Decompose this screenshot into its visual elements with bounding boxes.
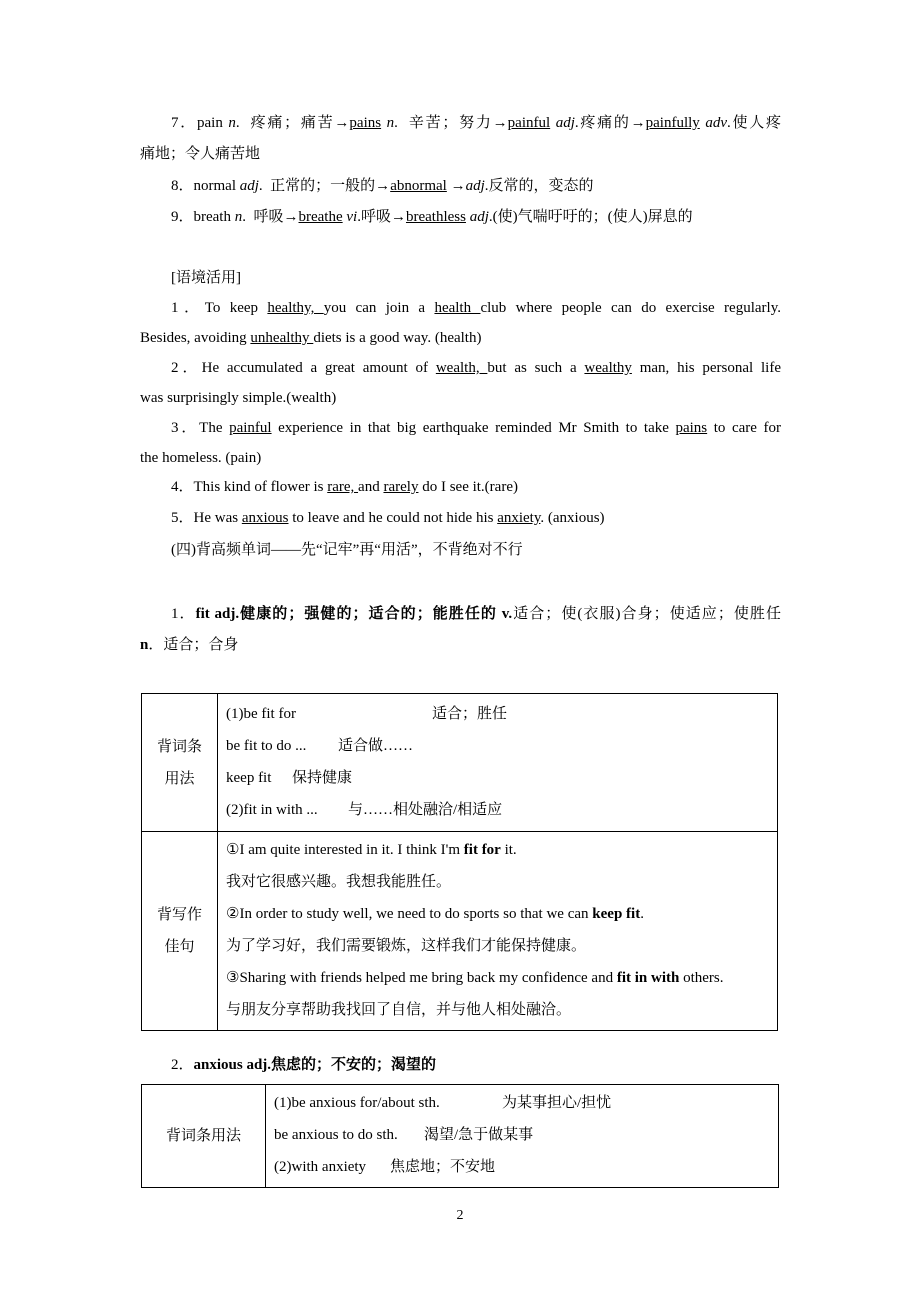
text-segment: vi bbox=[346, 209, 358, 225]
text-segment: .呼吸→ bbox=[357, 209, 406, 225]
answer-word: anxious bbox=[241, 510, 289, 526]
text-segment: and bbox=[358, 479, 384, 495]
text-segment: keep fit bbox=[592, 906, 641, 922]
text-segment: 1．To keep bbox=[171, 300, 268, 316]
exercise-line bbox=[140, 418, 781, 438]
text-segment: do I see it.(rare) bbox=[418, 479, 518, 495]
text-segment: 1． bbox=[171, 606, 196, 622]
text-segment: 5．He was bbox=[171, 510, 242, 526]
usage-phrase: (2)fit in with ... bbox=[226, 801, 318, 818]
text-segment: 适合；使(衣服)合身；使适应；使胜任 bbox=[512, 606, 781, 622]
text-segment: others. bbox=[679, 970, 724, 986]
exercise-line bbox=[140, 358, 781, 378]
text-segment: you can join a bbox=[323, 300, 435, 316]
answer-word: wealthy bbox=[584, 360, 632, 376]
answer-word: painful bbox=[229, 420, 272, 436]
text-segment: 为了学习好，我们需要锻炼，这样我们才能保持健康。 bbox=[226, 938, 587, 954]
example-line bbox=[226, 994, 769, 1026]
example-label bbox=[142, 832, 218, 1031]
example-label-line: 佳句 bbox=[164, 939, 195, 955]
answer-word: breathe bbox=[298, 209, 343, 225]
text-segment: adj bbox=[555, 115, 575, 131]
text-segment: fit for bbox=[463, 842, 501, 858]
answer-word: breathless bbox=[405, 209, 466, 225]
usage-meaning: 适合；胜任 bbox=[432, 705, 508, 722]
text-segment: it. bbox=[500, 842, 517, 858]
usage-phrase: be anxious to do sth. bbox=[274, 1127, 398, 1143]
text-segment: Besides, avoiding bbox=[140, 330, 251, 346]
exercise-line bbox=[140, 328, 781, 348]
text-segment: ②In order to study well, we need to do sports so that we can bbox=[226, 906, 593, 922]
usage-label-line: 背词条 bbox=[156, 738, 202, 755]
example-line bbox=[226, 866, 769, 898]
text-segment: man, his personal life bbox=[631, 360, 782, 376]
text-segment: . 正常的；一般的→ bbox=[258, 178, 391, 194]
usage-meaning: 焦虑地；不安地 bbox=[390, 1159, 496, 1175]
usage-content bbox=[266, 1085, 779, 1188]
usage-content bbox=[218, 694, 778, 832]
vocab-line bbox=[140, 144, 781, 164]
answer-word: abnormal bbox=[390, 178, 447, 194]
text-segment: diets is a good way. (health) bbox=[313, 330, 482, 346]
usage-phrase: (2)with anxiety bbox=[274, 1159, 367, 1175]
text-segment: 我对它很感兴趣。我想我能胜任。 bbox=[226, 874, 452, 890]
text-segment: fit adj. bbox=[195, 606, 240, 622]
text-segment: . 疼痛；痛苦→ bbox=[235, 115, 350, 131]
text-segment: 7．pain bbox=[171, 115, 229, 131]
text-segment: experience in that big earthquake reminded Mr Smith to take bbox=[271, 420, 676, 436]
usage-phrase: be fit to do ... bbox=[226, 737, 307, 754]
usage-line bbox=[226, 698, 769, 730]
exercise-line bbox=[140, 508, 781, 528]
example-label-line: 背写作 bbox=[156, 907, 202, 923]
usage-meaning: 渴望/急于做某事 bbox=[424, 1127, 534, 1143]
word-definition-line bbox=[140, 635, 781, 655]
answer-word: health bbox=[434, 300, 481, 316]
usage-meaning: 适合做…… bbox=[338, 737, 414, 754]
text-segment: 2．He accumulated a great amount of bbox=[171, 360, 436, 376]
exercise-line bbox=[140, 477, 781, 497]
usage-label bbox=[142, 694, 218, 832]
text-segment: was surprisingly simple.(wealth) bbox=[140, 390, 337, 406]
text-segment: ③Sharing with friends helped me bring back my confidence and bbox=[226, 970, 617, 986]
answer-word: anxiety bbox=[497, 510, 541, 526]
example-line bbox=[226, 962, 769, 994]
text-segment: to leave and he could not hide his bbox=[288, 510, 498, 526]
text-segment: 焦虑的；不安的；渴望的 bbox=[271, 1057, 437, 1073]
text-segment: 与朋友分享帮助我找回了自信，并与他人相处融洽。 bbox=[226, 1002, 572, 1018]
text-segment: . 辛苦；努力→ bbox=[394, 115, 508, 131]
text-segment: n bbox=[228, 115, 236, 131]
text-segment: 健康的；强健的；适合的；能胜任的 bbox=[239, 606, 502, 622]
text-segment: adv bbox=[705, 115, 727, 131]
answer-word: rarely bbox=[383, 479, 419, 495]
text-segment: 9．breath bbox=[171, 209, 235, 225]
page-number: 2 bbox=[456, 1208, 464, 1223]
vocab-line bbox=[140, 176, 781, 196]
text-segment: .反常的，变态的 bbox=[484, 178, 594, 194]
text-segment: n bbox=[234, 209, 243, 225]
usage-line bbox=[226, 762, 769, 794]
vocab-line bbox=[140, 113, 781, 133]
vocab-line bbox=[140, 207, 781, 227]
usage-label: 背词条用法 bbox=[142, 1085, 266, 1188]
example-line bbox=[226, 834, 769, 866]
usage-line bbox=[226, 794, 769, 826]
example-content bbox=[218, 832, 778, 1031]
text-segment: 4．This kind of flower is bbox=[171, 479, 328, 495]
text-segment: ①I am quite interested in it. I think I'm bbox=[226, 842, 464, 858]
section-heading: (四)背高频单词——先“记牢”再“用活”，不背绝对不行 bbox=[171, 542, 523, 558]
text-segment: v. bbox=[501, 606, 513, 622]
usage-meaning: 为某事担心/担忧 bbox=[502, 1095, 612, 1111]
usage-label-line: 用法 bbox=[164, 770, 195, 787]
text-segment: . bbox=[640, 906, 644, 922]
text-segment: club where people can do exercise regularly. bbox=[480, 300, 781, 316]
answer-word: painful bbox=[507, 115, 551, 131]
text-segment: fit in with bbox=[616, 970, 680, 986]
exercise-line bbox=[140, 448, 781, 468]
usage-line bbox=[274, 1119, 770, 1151]
exercise-line bbox=[140, 388, 781, 408]
exercise-line bbox=[140, 298, 781, 318]
text-segment: → bbox=[446, 178, 466, 194]
answer-word: healthy, bbox=[267, 300, 324, 316]
text-segment: adj bbox=[465, 178, 485, 194]
word-definition-line bbox=[140, 1055, 781, 1075]
text-segment: 2． bbox=[171, 1057, 194, 1073]
text-segment: adj bbox=[469, 209, 489, 225]
text-segment: n bbox=[140, 637, 149, 653]
usage-phrase: (1)be anxious for/about sth. bbox=[274, 1095, 440, 1111]
answer-word: wealth, bbox=[435, 360, 488, 376]
text-segment: . 呼吸→ bbox=[242, 209, 299, 225]
usage-meaning: 与……相处融洽/相适应 bbox=[348, 801, 503, 818]
text-segment: 3．The bbox=[171, 420, 230, 436]
text-segment: n bbox=[386, 115, 395, 131]
text-segment: 痛地；令人痛苦地 bbox=[140, 146, 261, 162]
fit-usage-table bbox=[141, 693, 778, 1031]
answer-word: unhealthy bbox=[250, 330, 314, 346]
text-segment: .使人疼 bbox=[726, 115, 782, 131]
text-segment: anxious adj. bbox=[193, 1057, 272, 1073]
word-definition-line bbox=[140, 604, 781, 624]
text-segment: ．适合；合身 bbox=[148, 637, 239, 653]
text-segment: to care for bbox=[707, 420, 781, 436]
usage-phrase: keep fit bbox=[226, 769, 272, 786]
usage-line bbox=[274, 1087, 770, 1119]
text-segment: adj bbox=[239, 178, 259, 194]
context-heading: [语境活用] bbox=[171, 270, 241, 286]
text-segment: .疼痛的→ bbox=[574, 115, 646, 131]
answer-word: pains bbox=[349, 115, 382, 131]
text-segment: but as such a bbox=[487, 360, 585, 376]
usage-line bbox=[226, 730, 769, 762]
usage-meaning: 保持健康 bbox=[292, 769, 353, 786]
answer-word: rare, bbox=[327, 479, 359, 495]
answer-word: pains bbox=[675, 420, 708, 436]
text-segment: . (anxious) bbox=[540, 510, 605, 526]
usage-line bbox=[274, 1151, 770, 1183]
example-line bbox=[226, 898, 769, 930]
text-segment: the homeless. (pain) bbox=[140, 450, 262, 466]
anxious-usage-table bbox=[141, 1084, 779, 1188]
answer-word: painfully bbox=[645, 115, 700, 131]
example-line bbox=[226, 930, 769, 962]
text-segment: .(使)气喘吁吁的；(使人)屏息的 bbox=[488, 209, 693, 225]
usage-phrase: (1)be fit for bbox=[226, 705, 296, 722]
text-segment: 8．normal bbox=[171, 178, 240, 194]
